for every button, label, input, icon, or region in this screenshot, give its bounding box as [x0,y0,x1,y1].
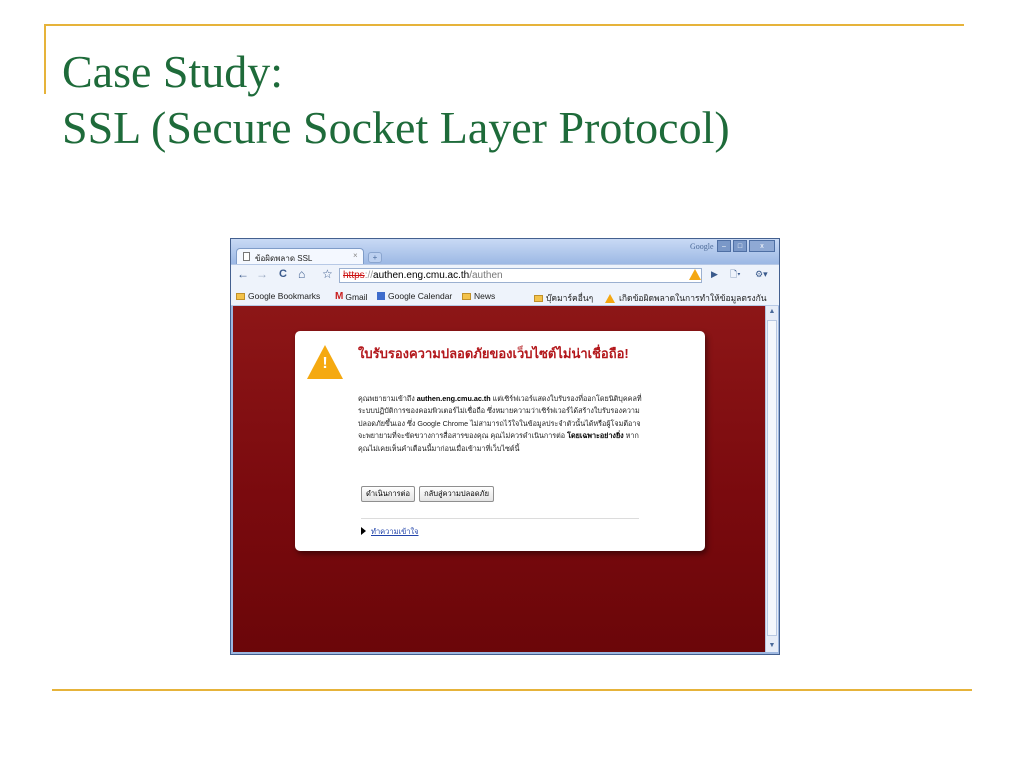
go-arrow-icon[interactable]: ▶ [711,269,718,279]
card-divider [361,518,639,519]
ssl-error-emphasis: โดยเฉพาะอย่างยิ่ง [567,431,624,441]
folder-icon [462,293,471,300]
bookmark-gmail[interactable] [335,291,368,302]
forward-arrow-icon[interactable]: → [256,267,268,281]
url-scheme-insecure: https [343,270,365,281]
browser-titlebar [231,239,779,264]
new-tab-button[interactable]: + [368,252,382,263]
bookmark-label: Gmail [345,291,368,302]
folder-icon [534,295,543,302]
address-bar[interactable] [339,268,702,283]
vertical-scrollbar[interactable] [765,306,778,652]
minimize-button[interactable]: – [717,240,731,252]
maximize-button[interactable]: □ [733,240,747,252]
url-path: /authen [469,270,503,281]
window-controls [715,240,775,253]
help-link[interactable]: ทำความเข้าใจ [371,527,419,536]
reload-icon[interactable]: C [279,268,287,280]
bookmark-label: Google Bookmarks [248,291,321,301]
tab-ssl-error[interactable] [236,248,364,265]
ssl-error-host: authen.eng.cmu.ac.th [416,394,491,403]
scroll-down-icon[interactable]: ▼ [768,642,776,649]
folder-icon [236,293,245,300]
other-bookmarks-label: บุ๊คมาร์คอื่นๆ [546,293,594,303]
bookmark-news[interactable] [462,291,495,301]
left-accent-rule [44,24,46,94]
tab-label: ข้อผิดพลาด SSL [255,254,313,263]
bookmark-google-bookmarks[interactable] [236,291,320,301]
home-icon[interactable]: ⌂ [298,267,306,281]
sync-error-notice[interactable] [605,291,767,305]
bottom-accent-rule [52,689,972,691]
star-bookmark-icon[interactable]: ☆ [322,267,333,281]
warning-exclamation: ! [322,355,328,372]
bookmarks-bar [231,286,779,306]
ssl-error-description [358,393,648,455]
browser-screenshot [230,238,780,655]
back-arrow-icon[interactable]: ← [237,267,249,281]
action-buttons [361,486,494,502]
page-menu-icon[interactable]: 🗋▾ [730,269,741,279]
top-accent-rule [44,24,964,26]
gmail-icon: M [335,291,344,302]
scroll-up-icon[interactable]: ▲ [768,308,776,315]
tab-close-icon[interactable]: × [353,251,358,260]
slide-title-line-2: SSL (Secure Socket Layer Protocol) [62,102,730,153]
slide-title-line-1: Case Study: [62,46,284,97]
ssl-error-title: ใบรับรองความปลอดภัยของเว็บไซต์ไม่น่าเชื่อถือ! [358,346,629,361]
ssl-error-text-2: แต่เซิร์ฟเวอร์แสดงใบรับรองที่ออกโดยนิติบุคคลที่ระบบปฏิบัติการของคอมพิวเตอร์ไม่เชื่อถือ ซึ่งหมายความว่าเซิร์ฟเวอร์ได้สร้างใบรับรองความปลอดภัยขึ้นเอง ซึ่ง Google Chrome ไม่สามารถไว้ใจในข้อมูลประจำตัวนั้นได้หรือผู้โจมตีอาจจะพยายามที่จะขัดขวางการสื่อสารของคุณ คุณไม่ควรดำเนินการต่อ [358,394,642,441]
expand-triangle-icon[interactable] [361,527,366,535]
ssl-error-text-1: คุณพยายามเข้าถึง [358,394,417,403]
back-to-safety-button[interactable]: กลับสู่ความปลอดภัย [419,486,494,502]
sync-warning-icon[interactable] [689,269,701,280]
other-bookmarks[interactable] [534,291,593,305]
scrollbar-thumb[interactable] [767,320,777,636]
bookmark-google-calendar[interactable] [377,291,452,301]
browser-brand-label: Google [690,242,714,251]
tools-menu-icon[interactable]: ⚙▾ [755,269,768,279]
calendar-icon [377,292,385,300]
url-host: authen.eng.cmu.ac.th [373,270,470,281]
slide-title [62,44,730,156]
browser-toolbar [231,264,779,286]
bookmark-label: News [474,291,496,301]
ssl-error-text-3: หากคุณไม่เคยเห็นคำเตือนนี้มาก่อนเมื่อเข้ามาที่เว็บไซต์นี้ [358,431,639,453]
close-window-button[interactable]: x [749,240,775,252]
page-icon [243,252,250,261]
url-separator: :// [364,270,374,281]
ssl-warning-card [295,331,705,551]
ssl-interstitial-page [233,306,765,652]
proceed-anyway-button[interactable]: ดำเนินการต่อ [361,486,415,502]
bookmark-label: Google Calendar [388,291,453,301]
warning-icon [605,294,615,303]
sync-error-label: เกิดข้อผิดพลาดในการทำให้ข้อมูลตรงกัน [619,293,767,303]
